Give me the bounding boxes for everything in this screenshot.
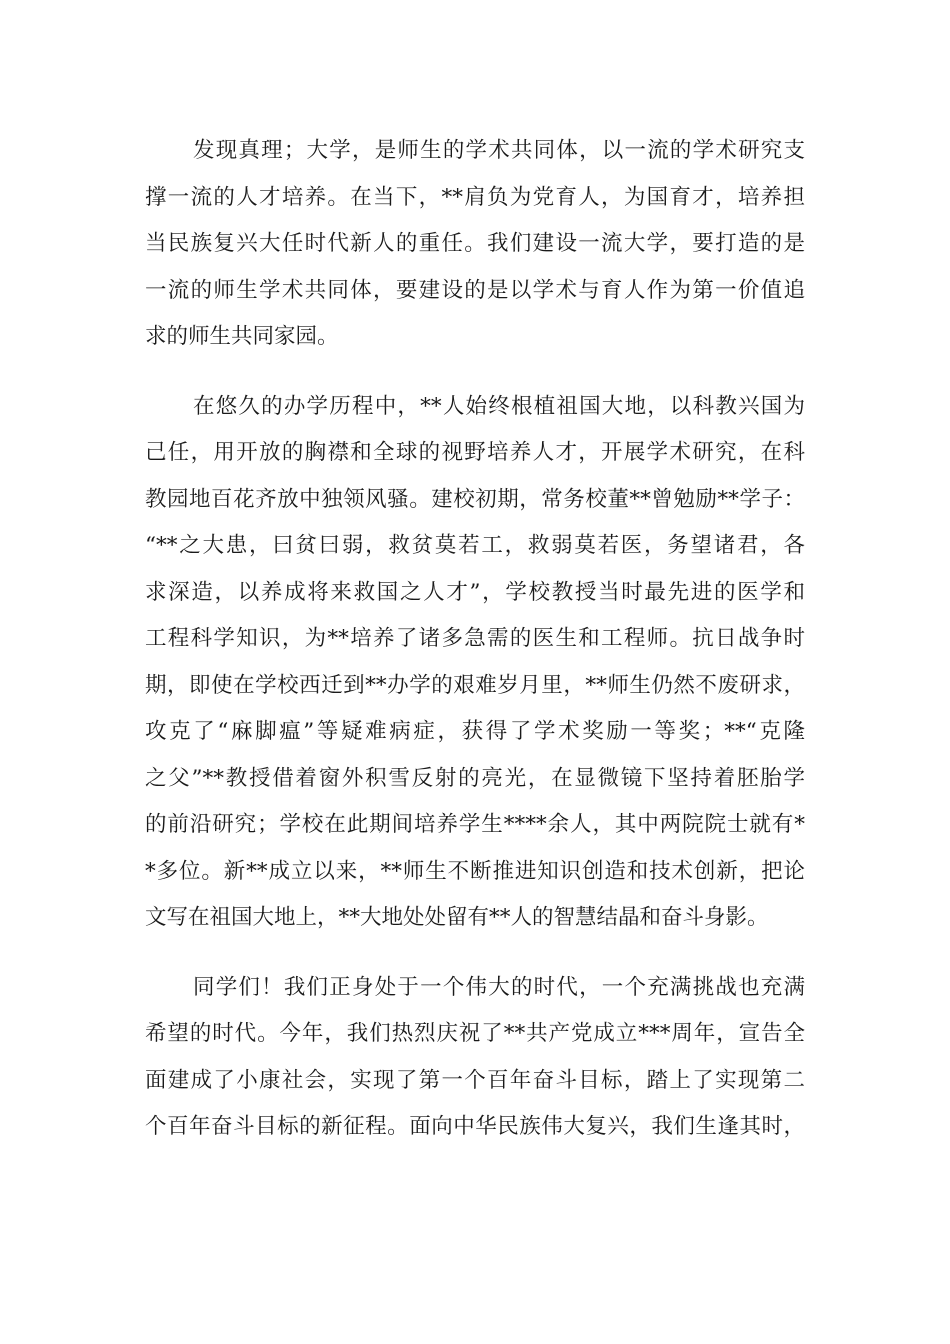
paragraph-line: 己任，用开放的胸襟和全球的视野培养人才，开展学术研究，在科 (145, 440, 805, 465)
paragraph-line: 一流的师生学术共同体，要建设的是以学术与育人作为第一价值追 (145, 277, 805, 303)
paragraph-line: 求的师生共同家园。 (145, 324, 339, 349)
paragraph-line: 撑一流的人才培养。在当下，**肩负为党育人，为国育才，培养担 (145, 184, 805, 210)
paragraph-line: “**之大患，曰贫曰弱，救贫莫若工，救弱莫若医，务望诸君，各 (145, 533, 805, 558)
paragraph-line: 同学们！我们正身处于一个伟大的时代，一个充满挑战也充满 (193, 974, 805, 1000)
paragraph-line: 希望的时代。今年，我们热烈庆祝了**共产党成立***周年，宣告全 (145, 1021, 805, 1046)
paragraph-2 (145, 384, 805, 942)
paragraph-line: 工程科学知识，为**培养了诸多急需的医生和工程师。抗日战争时 (145, 626, 805, 651)
paragraph-line: 文写在祖国大地上，**大地处处留有**人的智慧结晶和奋斗身影。 (145, 905, 769, 930)
paragraph-line: 之父”**教授借着窗外积雪反射的亮光，在显微镜下坚持着胚胎学 (145, 765, 805, 791)
paragraph-line: 个百年奋斗目标的新征程。面向中华民族伟大复兴，我们生逢其时， (145, 1114, 805, 1139)
document-body (145, 128, 805, 1151)
paragraph-3 (145, 965, 805, 1151)
paragraph-line: 当民族复兴大任时代新人的重任。我们建设一流大学，要打造的是 (145, 231, 805, 256)
paragraph-1 (145, 128, 805, 361)
paragraph-line: 面建成了小康社会，实现了第一个百年奋斗目标，踏上了实现第二 (145, 1067, 805, 1093)
paragraph-line: 攻克了“麻脚瘟”等疑难病症，获得了学术奖励一等奖；**“克隆 (145, 719, 805, 744)
paragraph-line: 教园地百花齐放中独领风骚。建校初期，常务校董**曾勉励**学子： (145, 486, 805, 512)
paragraph-line: 期，即使在学校西迁到**办学的艰难岁月里，**师生仍然不废研求， (145, 672, 805, 698)
paragraph-line: 的前沿研究；学校在此期间培养学生****余人，其中两院院士就有* (145, 812, 805, 837)
paragraph-line: 在悠久的办学历程中，**人始终根植祖国大地，以科教兴国为 (193, 393, 805, 419)
paragraph-line: *多位。新**成立以来，**师生不断推进知识创造和技术创新，把论 (145, 858, 805, 884)
paragraph-line: 求深造，以养成将来救国之人才”，学校教授当时最先进的医学和 (145, 579, 805, 605)
paragraph-line: 发现真理；大学，是师生的学术共同体，以一流的学术研究支 (193, 138, 805, 163)
